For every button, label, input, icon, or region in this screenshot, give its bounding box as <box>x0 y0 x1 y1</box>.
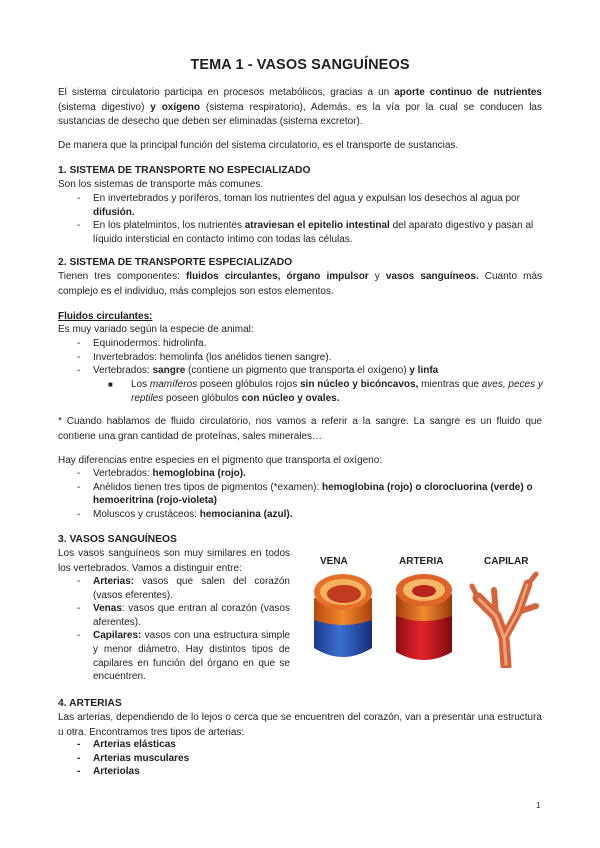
sub-italic: aves, peces y reptiles <box>131 379 543 404</box>
figure-label-vena: VENA <box>320 556 348 567</box>
section-2-paragraph <box>58 270 542 299</box>
square-bullet-icon: ■ <box>108 380 113 389</box>
list-item <box>58 192 544 219</box>
pigment-list <box>58 467 544 521</box>
fluidos-heading: Fluidos circulantes: <box>58 311 153 322</box>
artery-types-list <box>58 738 358 779</box>
intro-bold: y oxígeno <box>150 101 201 113</box>
list-item <box>58 629 290 683</box>
fluidos-list <box>58 337 544 378</box>
list-text: Moluscos y crustáceos: <box>93 508 200 520</box>
list-item <box>58 364 544 378</box>
para-text: y <box>368 271 386 282</box>
list-bold: y linfa <box>409 365 439 377</box>
vessel-list <box>58 575 290 684</box>
list-text: Anélidos tienen tres tipos de pigmentos (*examen): <box>93 481 323 493</box>
list-text: vasos que salen del corazón (vasos eferentes). <box>93 576 290 601</box>
list-item <box>58 575 290 602</box>
fluidos-subitem <box>108 378 544 405</box>
list-item <box>58 481 544 508</box>
list-text: Vertebrados: <box>93 365 153 377</box>
list-text: Vertebrados: <box>93 468 153 479</box>
para-text: Tienen tres componentes: <box>58 271 186 282</box>
section-1-heading: 1. SISTEMA DE TRANSPORTE NO ESPECIALIZADO <box>58 165 311 176</box>
list-item <box>58 602 290 629</box>
page-title: TEMA 1 - VASOS SANGUÍNEOS <box>190 57 410 73</box>
sub-text: mientras que <box>418 379 482 390</box>
section-3-lead: Los vasos sanguíneos son muy similares en todos los vertebrados. Vamos a distinguir entre: <box>58 548 290 574</box>
section-2-heading: 2. SISTEMA DE TRANSPORTE ESPECIALIZADO <box>58 257 293 268</box>
intro-summary: De manera que la principal función del sistema circulatorio, es el transporte de sustancias. <box>58 140 459 151</box>
intro-text: (sistema digestivo) <box>58 101 151 113</box>
list-item: - Invertebrados: hemolinfa (los anélidos tienen sangre). <box>58 351 544 365</box>
list-text: En los platelmintos, los nutrientes <box>93 220 245 232</box>
list-item: - Arterias musculares <box>58 752 358 766</box>
para-text: Cuanto más complejo es el individuo, más complejos son estos elementos. <box>58 271 543 297</box>
figure-label-capilar: CAPILAR <box>484 556 529 567</box>
pigment-lead: Hay diferencias entre especies en el pigmento que transporta el oxígeno: <box>58 455 383 466</box>
list-bold: Arterias: <box>93 576 135 587</box>
list-text: : vasos que entran al corazón (vasos aferentes). <box>93 603 290 628</box>
vein-illustration <box>304 568 382 668</box>
intro-text: (sistema respiratorio), Además, es la vía por la cual se conducen las sustancias de desecho que deben ser eliminadas (sistema excretor). <box>58 101 542 127</box>
list-text: (contiene un pigmento que transporta el oxígeno) <box>185 365 410 377</box>
section-4-heading: 4. ARTERIAS <box>58 698 122 709</box>
list-item: - Arteriolas <box>58 765 358 779</box>
list-bold: hemocianina (azul). <box>199 508 293 520</box>
list-bold: hemoglobina (rojo). <box>152 468 246 479</box>
para-bold: vasos sanguíneos. <box>385 271 479 282</box>
list-item <box>58 508 544 522</box>
sub-italic: mamíferos <box>149 379 198 390</box>
section-1-list <box>58 192 544 246</box>
list-item <box>58 219 544 246</box>
list-item: - Equinodermos: hidrolinfa. <box>58 337 544 351</box>
capillary-illustration <box>466 568 546 668</box>
list-bold: hemoglobina (rojo) o clorocluorina (verde) o hemoeritrina (rojo-violeta) <box>93 481 533 507</box>
artery-illustration <box>388 568 460 668</box>
sub-text: poseen glóbulos rojos <box>197 379 300 390</box>
list-bold: Capilares: <box>93 630 142 642</box>
sub-text: poseen glóbulos <box>163 392 242 404</box>
page-number: 1 <box>536 801 541 810</box>
section-3-heading: 3. VASOS SANGUÍNEOS <box>58 534 177 545</box>
intro-paragraph <box>58 86 542 130</box>
list-text: En invertebrados y poríferos, toman los nutrientes del agua y expulsan los desechos al agua por <box>93 193 520 204</box>
section-4-lead: Las arterias, dependiendo de lo lejos o cerca que se encuentren del corazón, van a presentar una estructura u otra. Encontramos tres tipos de arterias: <box>58 712 542 738</box>
section-1-lead: Son los sistemas de transporte más comunes. <box>58 179 264 190</box>
list-bold: atraviesan el epitelio intestinal <box>244 220 390 232</box>
para-bold: fluidos circulantes, órgano impulsor <box>185 271 369 282</box>
list-bold: sangre <box>152 365 186 377</box>
sub-bold: sin núcleo y bicóncavos, <box>300 379 419 390</box>
fluidos-lead: Es muy variado según la especie de animal: <box>58 324 254 335</box>
note-paragraph: * Cuando hablamos de fluido circulatorio, nos vamos a referir a la sangre. La sangre es un fluido que contiene una gran cantidad de proteínas, sales minerales… <box>58 416 542 442</box>
intro-text: El sistema circulatorio participa en procesos metabólicos, gracias a un <box>58 87 395 98</box>
list-bold: Venas <box>93 603 122 615</box>
sub-bold: con núcleo y ovales. <box>241 392 340 404</box>
list-bold: difusión. <box>93 206 135 218</box>
intro-bold: aporte continuo de nutrientes <box>394 87 542 98</box>
list-item: - Arterias elásticas <box>58 738 358 752</box>
figure-label-arteria: ARTERIA <box>399 556 444 567</box>
list-item <box>58 467 544 481</box>
sub-text: Los <box>131 379 150 390</box>
list-text: vasos con una estructura simple y menor diámetro. Hay distintos tipos de capilares en función del órgano en que se encuentren. <box>93 630 290 683</box>
list-text: del aparato digestivo y pasan al líquido intersticial en contacto íntimo con todas las células. <box>93 220 534 245</box>
